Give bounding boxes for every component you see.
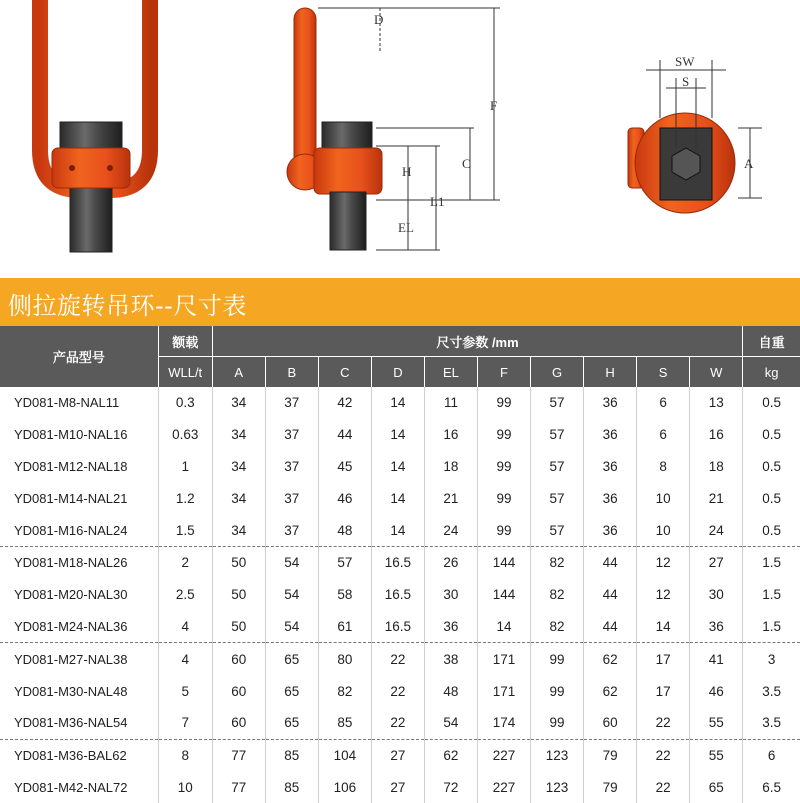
value-cell: 30: [424, 579, 477, 611]
value-cell: 72: [424, 772, 477, 803]
model-cell: YD081-M42-NAL72: [0, 772, 158, 803]
value-cell: 57: [531, 419, 584, 451]
value-cell: 16.5: [371, 579, 424, 611]
value-cell: 34: [212, 387, 265, 419]
value-cell: 5: [158, 675, 212, 707]
dim-label-f: F: [490, 98, 498, 113]
value-cell: 104: [318, 739, 371, 771]
value-cell: 60: [212, 643, 265, 675]
model-cell: YD081-M10-NAL16: [0, 419, 158, 451]
table-row: [0, 611, 800, 643]
table-body: [0, 387, 800, 803]
table-row: [0, 451, 800, 483]
value-cell: 34: [212, 419, 265, 451]
header-col: S: [637, 357, 690, 388]
side-view-drawing: [287, 8, 500, 250]
table-row: [0, 482, 800, 514]
value-cell: 0.5: [762, 395, 782, 411]
value-cell: 36: [690, 611, 743, 643]
value-cell: 99: [477, 482, 530, 514]
value-cell: 34: [212, 451, 265, 483]
value-cell: 85: [318, 707, 371, 739]
value-cell: 14: [371, 387, 424, 419]
header-col: C: [318, 357, 371, 388]
table-row: [0, 514, 800, 546]
header-col: H: [584, 357, 637, 388]
value-cell: 0.5: [762, 522, 782, 538]
value-cell: 82: [531, 611, 584, 643]
model-cell: YD081-M20-NAL30: [0, 579, 158, 611]
value-cell: 22: [637, 739, 690, 771]
value-cell: 37: [265, 387, 318, 419]
header-col: W: [690, 357, 743, 388]
value-cell: 46: [318, 482, 371, 514]
value-cell: 14: [371, 419, 424, 451]
value-cell: 22: [371, 643, 424, 675]
value-cell: 171: [477, 675, 530, 707]
value-cell: 10: [637, 482, 690, 514]
value-cell: 3.5: [762, 715, 782, 731]
model-cell: YD081-M24-NAL36: [0, 611, 158, 643]
model-cell: YD081-M30-NAL48: [0, 675, 158, 707]
header-dims: 尺寸参数 /mm: [212, 326, 743, 357]
value-cell: 0.5: [762, 427, 782, 443]
value-cell: 85: [265, 739, 318, 771]
value-cell: 58: [318, 579, 371, 611]
value-cell: 27: [371, 772, 424, 803]
value-cell: 21: [424, 482, 477, 514]
value-cell: 99: [531, 707, 584, 739]
value-cell: 46: [690, 675, 743, 707]
value-cell: 0.63: [158, 419, 212, 451]
value-cell: 2: [158, 546, 212, 578]
value-cell: 48: [318, 514, 371, 546]
model-cell: YD081-M14-NAL21: [0, 482, 158, 514]
dim-label-s: S: [682, 74, 690, 89]
value-cell: 1.5: [158, 514, 212, 546]
value-cell: 17: [637, 675, 690, 707]
value-cell: 41: [690, 643, 743, 675]
value-cell: 30: [690, 579, 743, 611]
value-cell: 4: [158, 611, 212, 643]
value-cell: 14: [371, 451, 424, 483]
value-cell: 8: [158, 739, 212, 771]
value-cell: 144: [477, 546, 530, 578]
header-load-unit: WLL/t: [158, 357, 212, 388]
front-view-drawing: [40, 0, 150, 252]
value-cell: 36: [584, 482, 637, 514]
table-row: [0, 675, 800, 707]
value-cell: 99: [477, 451, 530, 483]
value-cell: 3.5: [762, 683, 782, 699]
value-cell: 6: [637, 419, 690, 451]
table-row: [0, 772, 800, 803]
value-cell: 37: [265, 514, 318, 546]
value-cell: 18: [690, 451, 743, 483]
value-cell: 60: [584, 707, 637, 739]
table-row: [0, 419, 800, 451]
value-cell: 57: [531, 514, 584, 546]
value-cell: 54: [424, 707, 477, 739]
value-cell: 18: [424, 451, 477, 483]
model-cell: YD081-M36-BAL62: [0, 739, 158, 771]
value-cell: 36: [424, 611, 477, 643]
value-cell: 14: [371, 482, 424, 514]
value-cell: 44: [584, 579, 637, 611]
value-cell: 13: [690, 387, 743, 419]
value-cell: 48: [424, 675, 477, 707]
value-cell: 54: [265, 579, 318, 611]
value-cell: 22: [637, 772, 690, 803]
value-cell: 57: [531, 387, 584, 419]
value-cell: 14: [477, 611, 530, 643]
value-cell: 3: [743, 643, 800, 675]
value-cell: 50: [212, 611, 265, 643]
value-cell: 123: [531, 772, 584, 803]
value-cell: 77: [212, 739, 265, 771]
model-cell: YD081-M27-NAL38: [0, 643, 158, 675]
value-cell: 62: [584, 675, 637, 707]
value-cell: 79: [584, 739, 637, 771]
value-cell: 16: [690, 419, 743, 451]
table-row: [0, 707, 800, 739]
value-cell: 16.5: [371, 611, 424, 643]
header-col: A: [212, 357, 265, 388]
value-cell: 60: [212, 707, 265, 739]
value-cell: 34: [212, 482, 265, 514]
value-cell: 36: [584, 387, 637, 419]
value-cell: 37: [265, 419, 318, 451]
value-cell: 227: [477, 772, 530, 803]
value-cell: 0.3: [158, 387, 212, 419]
model-cell: YD081-M8-NAL11: [0, 387, 158, 419]
dim-label-d: D: [374, 12, 384, 27]
value-cell: 16.5: [371, 546, 424, 578]
value-cell: 171: [477, 643, 530, 675]
value-cell: 55: [690, 739, 743, 771]
value-cell: 37: [265, 451, 318, 483]
value-cell: 4: [158, 643, 212, 675]
value-cell: 24: [424, 514, 477, 546]
dim-label-a: A: [744, 156, 754, 171]
value-cell: 36: [584, 419, 637, 451]
header-col: G: [531, 357, 584, 388]
header-weight: 自重: [743, 326, 800, 357]
value-cell: 37: [265, 482, 318, 514]
dim-label-sw: SW: [675, 54, 695, 69]
table-row: [0, 387, 800, 419]
value-cell: 82: [318, 675, 371, 707]
value-cell: 14: [371, 514, 424, 546]
value-cell: 12: [637, 546, 690, 578]
dim-label-l1: L1: [430, 194, 445, 209]
value-cell: 42: [318, 387, 371, 419]
header-col: F: [477, 357, 530, 388]
value-cell: 6.5: [762, 779, 782, 795]
value-cell: 44: [318, 419, 371, 451]
value-cell: 62: [424, 739, 477, 771]
table-row: [0, 546, 800, 578]
value-cell: 55: [690, 707, 743, 739]
model-cell: YD081-M36-NAL54: [0, 707, 158, 739]
value-cell: 27: [690, 546, 743, 578]
product-drawings: [0, 0, 800, 278]
value-cell: 61: [318, 611, 371, 643]
banner-title: 侧拉旋转吊环--尺寸表: [8, 292, 247, 320]
value-cell: 65: [265, 707, 318, 739]
value-cell: 14: [637, 611, 690, 643]
value-cell: 65: [265, 675, 318, 707]
value-cell: 57: [531, 451, 584, 483]
value-cell: 24: [690, 514, 743, 546]
model-cell: YD081-M12-NAL18: [0, 451, 158, 483]
value-cell: 99: [477, 514, 530, 546]
value-cell: 6: [743, 739, 800, 771]
value-cell: 99: [531, 675, 584, 707]
value-cell: 12: [637, 579, 690, 611]
value-cell: 54: [265, 611, 318, 643]
table-row: [0, 579, 800, 611]
dimension-table: [0, 326, 800, 803]
value-cell: 0.5: [762, 458, 782, 474]
value-cell: 99: [477, 419, 530, 451]
value-cell: 7: [158, 707, 212, 739]
value-cell: 21: [690, 482, 743, 514]
value-cell: 1.5: [762, 618, 782, 634]
value-cell: 1.5: [762, 587, 782, 603]
value-cell: 65: [690, 772, 743, 803]
header-col: B: [265, 357, 318, 388]
header-model: 产品型号: [0, 326, 158, 387]
value-cell: 99: [477, 387, 530, 419]
value-cell: 65: [265, 643, 318, 675]
value-cell: 1.5: [743, 546, 800, 578]
value-cell: 38: [424, 643, 477, 675]
header-col: D: [371, 357, 424, 388]
value-cell: 62: [584, 643, 637, 675]
header-load: 额载: [158, 326, 212, 357]
value-cell: 227: [477, 739, 530, 771]
table-row: [0, 643, 800, 675]
value-cell: 16: [424, 419, 477, 451]
value-cell: 44: [584, 611, 637, 643]
table-row: [0, 739, 800, 771]
value-cell: 22: [371, 707, 424, 739]
value-cell: 1.2: [158, 482, 212, 514]
value-cell: 82: [531, 579, 584, 611]
value-cell: 10: [637, 514, 690, 546]
header-col: EL: [424, 357, 477, 388]
value-cell: 57: [531, 482, 584, 514]
value-cell: 2.5: [158, 579, 212, 611]
value-cell: 80: [318, 643, 371, 675]
value-cell: 11: [424, 387, 477, 419]
value-cell: 57: [318, 546, 371, 578]
value-cell: 123: [531, 739, 584, 771]
title-banner: [0, 278, 800, 326]
dim-label-el: EL: [398, 220, 414, 235]
value-cell: 36: [584, 451, 637, 483]
value-cell: 77: [212, 772, 265, 803]
value-cell: 34: [212, 514, 265, 546]
value-cell: 44: [584, 546, 637, 578]
value-cell: 10: [158, 772, 212, 803]
value-cell: 0.5: [762, 490, 782, 506]
value-cell: 174: [477, 707, 530, 739]
value-cell: 6: [637, 387, 690, 419]
model-cell: YD081-M18-NAL26: [0, 546, 158, 578]
value-cell: 50: [212, 546, 265, 578]
value-cell: 36: [584, 514, 637, 546]
value-cell: 144: [477, 579, 530, 611]
value-cell: 85: [265, 772, 318, 803]
value-cell: 17: [637, 643, 690, 675]
dim-label-c: C: [462, 156, 471, 171]
dim-label-h: H: [402, 164, 412, 179]
value-cell: 8: [637, 451, 690, 483]
value-cell: 26: [424, 546, 477, 578]
value-cell: 54: [265, 546, 318, 578]
top-view-drawing: [628, 54, 762, 213]
value-cell: 106: [318, 772, 371, 803]
model-cell: YD081-M16-NAL24: [0, 514, 158, 546]
value-cell: 60: [212, 675, 265, 707]
value-cell: 82: [531, 546, 584, 578]
header-weight-unit: kg: [743, 357, 800, 388]
value-cell: 22: [637, 707, 690, 739]
value-cell: 79: [584, 772, 637, 803]
value-cell: 27: [371, 739, 424, 771]
value-cell: 22: [371, 675, 424, 707]
value-cell: 50: [212, 579, 265, 611]
value-cell: 99: [531, 643, 584, 675]
value-cell: 45: [318, 451, 371, 483]
value-cell: 1: [158, 451, 212, 483]
